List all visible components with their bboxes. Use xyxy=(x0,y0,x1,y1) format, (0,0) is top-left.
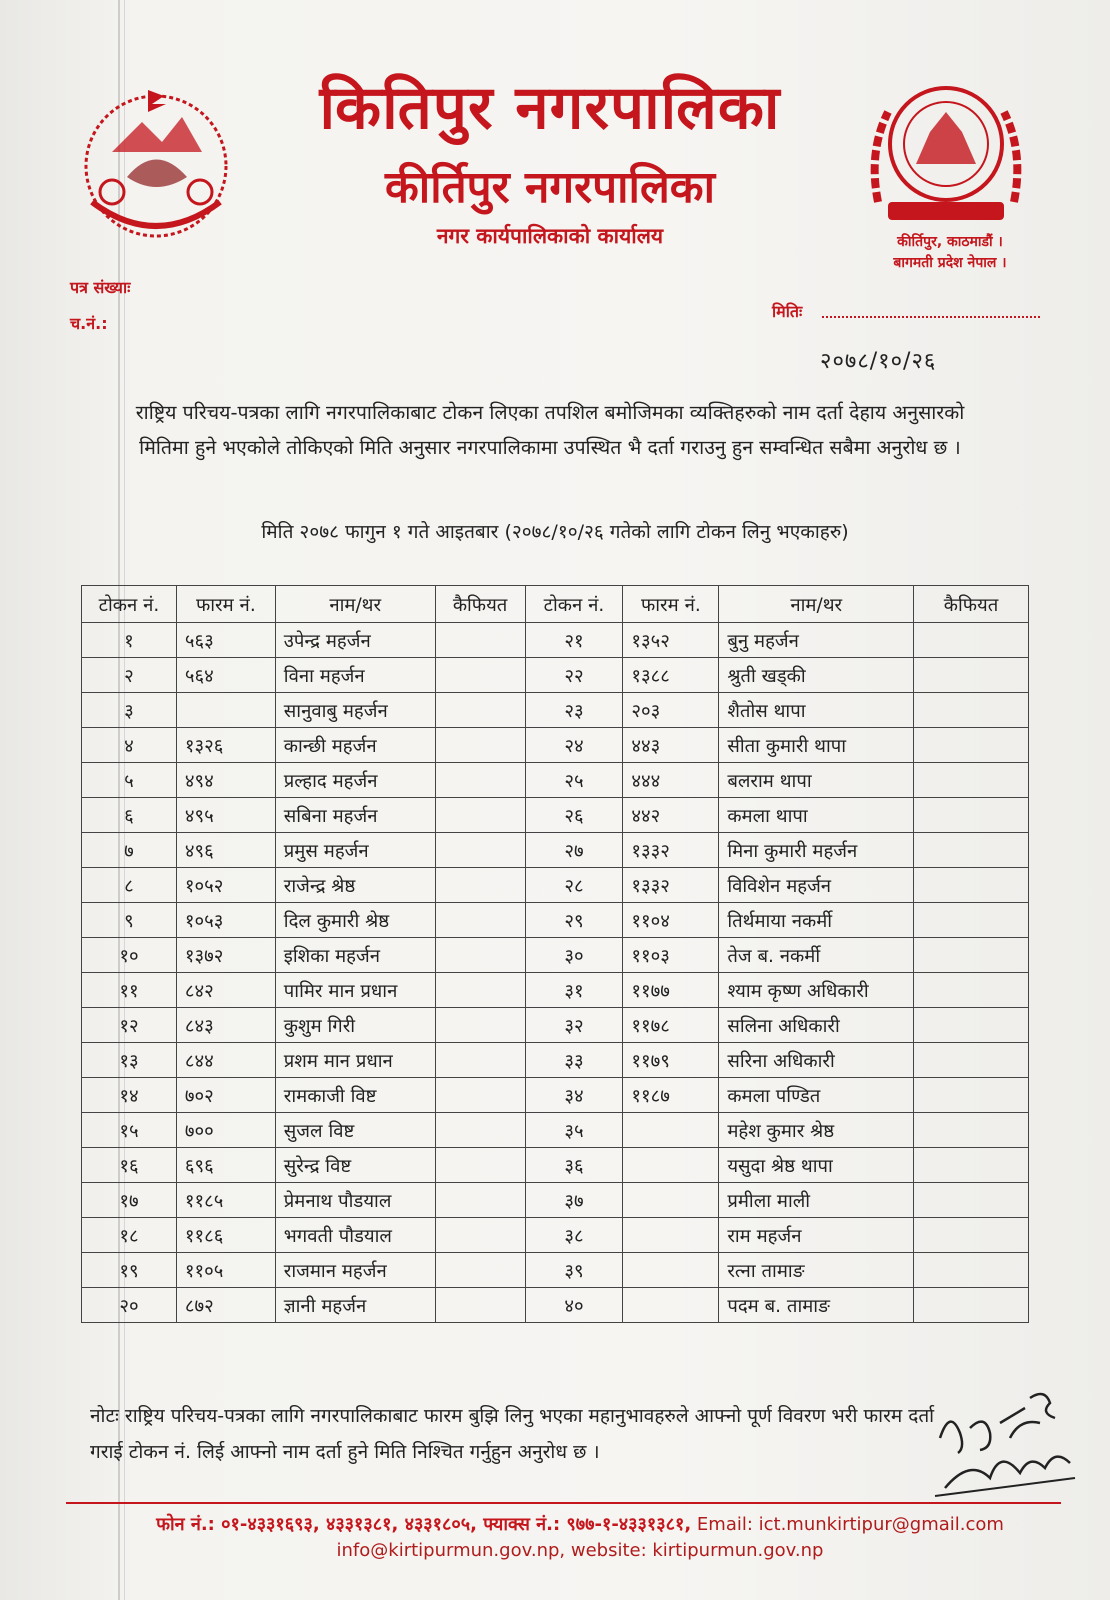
name-cell: कमला थापा xyxy=(719,798,914,833)
token-number-cell: ३७ xyxy=(525,1183,623,1218)
footer-contact-line xyxy=(100,1512,1060,1536)
remarks-cell xyxy=(435,1253,525,1288)
token-number-cell: ५ xyxy=(82,763,177,798)
column-header: कैफियत xyxy=(435,586,525,623)
form-number-cell: १३८८ xyxy=(623,658,719,693)
remarks-cell xyxy=(914,1288,1029,1323)
token-number-cell: १५ xyxy=(82,1113,177,1148)
token-number-cell: २३ xyxy=(525,693,623,728)
name-cell: प्रमुस महर्जन xyxy=(275,833,435,868)
name-cell: राजेन्द्र श्रेष्ठ xyxy=(275,868,435,903)
token-number-cell: ३९ xyxy=(525,1253,623,1288)
remarks-cell xyxy=(914,728,1029,763)
name-cell: पदम ब. तामाङ xyxy=(719,1288,914,1323)
name-cell: विना महर्जन xyxy=(275,658,435,693)
form-number-cell: १३७२ xyxy=(176,938,275,973)
column-header: फारम नं. xyxy=(176,586,275,623)
table-row xyxy=(82,623,1029,658)
form-number-cell: ११०४ xyxy=(623,903,719,938)
remarks-cell xyxy=(914,763,1029,798)
remarks-cell xyxy=(435,833,525,868)
date-label: मितिः xyxy=(772,302,803,321)
table-row xyxy=(82,868,1029,903)
form-number-cell: १३२६ xyxy=(176,728,275,763)
name-cell: राम महर्जन xyxy=(719,1218,914,1253)
token-number-cell: ३० xyxy=(525,938,623,973)
remarks-cell xyxy=(914,1043,1029,1078)
letterhead-address xyxy=(860,232,1040,274)
form-number-cell: ६९६ xyxy=(176,1148,275,1183)
token-number-cell: ६ xyxy=(82,798,177,833)
form-number-cell: ४९६ xyxy=(176,833,275,868)
remarks-cell xyxy=(435,763,525,798)
form-number-cell: १०५३ xyxy=(176,903,275,938)
form-number-cell: ४४२ xyxy=(623,798,719,833)
table-row xyxy=(82,903,1029,938)
remarks-cell xyxy=(914,798,1029,833)
form-number-cell xyxy=(623,1183,719,1218)
token-number-cell: १० xyxy=(82,938,177,973)
form-number-cell: ११०५ xyxy=(176,1253,275,1288)
letterhead-title: कीर्तिपुर नगरपालिका xyxy=(385,162,715,213)
name-cell: सबिना महर्जन xyxy=(275,798,435,833)
token-number-cell: २२ xyxy=(525,658,623,693)
name-cell: रामकाजी विष्ट xyxy=(275,1078,435,1113)
name-cell: श्रुती खड्की xyxy=(719,658,914,693)
schedule-subheading: मिति २०७८ फागुन १ गते आइतबार (२०७८/१०/२६ गतेको लागि टोकन लिनु भएकाहरु) xyxy=(261,521,849,543)
letterhead-subtitle: नगर कार्यपालिकाको कार्यालय xyxy=(436,224,664,248)
form-number-cell: ४९५ xyxy=(176,798,275,833)
form-number-cell xyxy=(623,1113,719,1148)
remarks-cell xyxy=(914,938,1029,973)
name-cell: सलिना अधिकारी xyxy=(719,1008,914,1043)
name-cell: उपेन्द्र महर्जन xyxy=(275,623,435,658)
form-number-cell: ८४३ xyxy=(176,1008,275,1043)
token-number-cell: १९ xyxy=(82,1253,177,1288)
name-cell: सुजल विष्ट xyxy=(275,1113,435,1148)
name-cell: सीता कुमारी थापा xyxy=(719,728,914,763)
name-cell: श्याम कृष्ण अधिकारी xyxy=(719,973,914,1008)
remarks-cell xyxy=(435,1288,525,1323)
token-number-cell: ३३ xyxy=(525,1043,623,1078)
remarks-cell xyxy=(914,658,1029,693)
token-number-cell: २६ xyxy=(525,798,623,833)
remarks-cell xyxy=(435,1148,525,1183)
remarks-cell xyxy=(914,1148,1029,1183)
table-row xyxy=(82,658,1029,693)
column-header: नाम/थर xyxy=(719,586,914,623)
form-number-cell: ११७७ xyxy=(623,973,719,1008)
name-cell: कान्छी महर्जन xyxy=(275,728,435,763)
form-number-cell: ११७९ xyxy=(623,1043,719,1078)
remarks-cell xyxy=(914,1078,1029,1113)
form-number-cell: ११८६ xyxy=(176,1218,275,1253)
table-row xyxy=(82,1253,1029,1288)
footer-web-line[interactable]: info@kirtipurmun.gov.np, website: kirtipurmun.gov.np xyxy=(336,1540,824,1561)
token-number-cell: ८ xyxy=(82,868,177,903)
form-number-cell xyxy=(623,1288,719,1323)
token-number-cell: ३ xyxy=(82,693,177,728)
address-line: कीर्तिपुर, काठमाडौं । xyxy=(897,234,1003,250)
token-number-cell: १ xyxy=(82,623,177,658)
form-number-cell: ८४४ xyxy=(176,1043,275,1078)
form-number-cell: ११८५ xyxy=(176,1183,275,1218)
token-number-cell: २४ xyxy=(525,728,623,763)
table-row xyxy=(82,1078,1029,1113)
table-header-row xyxy=(82,586,1029,623)
table-row xyxy=(82,973,1029,1008)
table-row xyxy=(82,938,1029,973)
nepal-emblem-icon xyxy=(72,82,240,250)
form-number-cell xyxy=(623,1253,719,1288)
token-number-cell: १२ xyxy=(82,1008,177,1043)
name-cell: राजमान महर्जन xyxy=(275,1253,435,1288)
form-number-cell xyxy=(176,693,275,728)
name-cell: तिर्थमाया नकर्मी xyxy=(719,903,914,938)
remarks-cell xyxy=(914,693,1029,728)
footer-email[interactable]: Email: ict.munkirtipur@gmail.com xyxy=(696,1514,1004,1535)
name-cell: बुनु महर्जन xyxy=(719,623,914,658)
remarks-cell xyxy=(435,623,525,658)
remarks-cell xyxy=(914,1218,1029,1253)
form-number-cell: ७०२ xyxy=(176,1078,275,1113)
name-cell: प्रल्हाद महर्जन xyxy=(275,763,435,798)
body-paragraph: राष्ट्रिय परिचय-पत्रका लागि नगरपालिकाबाट टोकन लिएका तपशिल बमोजिमका व्यक्तिहरुको नाम दर्ता देहाय अनुसारको मितिमा हुने भएकोले तोकिएको मिति अनुसार नगरपालिकामा उपस्थित भै दर्ता गराउनु हुन सम्वन्धित सबैमा अनुरोध छ । xyxy=(135,401,965,459)
token-number-cell: ९ xyxy=(82,903,177,938)
name-cell: सानुवाबु महर्जन xyxy=(275,693,435,728)
form-number-cell: २०३ xyxy=(623,693,719,728)
remarks-cell xyxy=(435,658,525,693)
footer-rule xyxy=(66,1502,1061,1504)
token-number-cell: २० xyxy=(82,1288,177,1323)
column-header: टोकन नं. xyxy=(525,586,623,623)
table-row xyxy=(82,833,1029,868)
token-number-cell: १३ xyxy=(82,1043,177,1078)
name-cell: ज्ञानी महर्जन xyxy=(275,1288,435,1323)
table-row xyxy=(82,1288,1029,1323)
table-row xyxy=(82,1008,1029,1043)
column-header: फारम नं. xyxy=(623,586,719,623)
remarks-cell xyxy=(914,1253,1029,1288)
name-cell: पामिर मान प्रधान xyxy=(275,973,435,1008)
token-number-cell: ४ xyxy=(82,728,177,763)
name-cell: मिना कुमारी महर्जन xyxy=(719,833,914,868)
remarks-cell xyxy=(914,833,1029,868)
table-row xyxy=(82,763,1029,798)
form-number-cell: ४९४ xyxy=(176,763,275,798)
note-paragraph: नोटः राष्ट्रिय परिचय-पत्रका लागि नगरपालिकाबाट फारम बुझि लिनु भएका महानुभावहरुले आफ्नो पूर्ण विवरण भरी फारम दर्ता गराई टोकन नं. लिई आफ्नो नाम दर्ता हुने मिति निश्चित गर्नुहुन अनुरोध छ । xyxy=(90,1405,935,1463)
token-number-cell: ३४ xyxy=(525,1078,623,1113)
column-header: टोकन नं. xyxy=(82,586,177,623)
token-table-body xyxy=(82,623,1029,1323)
token-number-cell: ३२ xyxy=(525,1008,623,1043)
handwritten-signature xyxy=(930,1378,1080,1498)
form-number-cell: १३५२ xyxy=(623,623,719,658)
token-number-cell: १६ xyxy=(82,1148,177,1183)
token-number-cell: ११ xyxy=(82,973,177,1008)
name-cell: विविशेन महर्जन xyxy=(719,868,914,903)
remarks-cell xyxy=(435,1218,525,1253)
form-number-cell: १३३२ xyxy=(623,833,719,868)
form-number-cell: ११७८ xyxy=(623,1008,719,1043)
name-cell: यसुदा श्रेष्ठ थापा xyxy=(719,1148,914,1183)
token-number-cell: ३६ xyxy=(525,1148,623,1183)
token-number-cell: ७ xyxy=(82,833,177,868)
remarks-cell xyxy=(914,1183,1029,1218)
remarks-cell xyxy=(435,1183,525,1218)
token-table xyxy=(81,585,1029,1323)
column-header: नाम/थर xyxy=(275,586,435,623)
remarks-cell xyxy=(435,1008,525,1043)
table-row xyxy=(82,1148,1029,1183)
name-cell: भगवती पौडयाल xyxy=(275,1218,435,1253)
table-row xyxy=(82,1043,1029,1078)
form-number-cell: ८४२ xyxy=(176,973,275,1008)
token-number-cell: १७ xyxy=(82,1183,177,1218)
table-row xyxy=(82,1183,1029,1218)
form-number-cell xyxy=(623,1148,719,1183)
token-number-cell: १८ xyxy=(82,1218,177,1253)
letterhead-stylized-title: कितिपुर नगरपालिका xyxy=(319,73,781,143)
name-cell: प्रशम मान प्रधान xyxy=(275,1043,435,1078)
token-number-cell: २५ xyxy=(525,763,623,798)
remarks-cell xyxy=(914,1008,1029,1043)
letter-date: २०७८/१०/२६ xyxy=(820,349,937,374)
footer-phone-fax: फोन नं.: ०१-४३३१६९३, ४३३१३८१, ४३३१८०५, फ्याक्स नं.: ९७७-१-४३३१३८१, xyxy=(156,1514,692,1535)
form-number-cell: ४४३ xyxy=(623,728,719,763)
remarks-cell xyxy=(435,1113,525,1148)
remarks-cell xyxy=(914,903,1029,938)
token-number-cell: २१ xyxy=(525,623,623,658)
remarks-cell xyxy=(435,728,525,763)
remarks-cell xyxy=(435,903,525,938)
name-cell: बलराम थापा xyxy=(719,763,914,798)
token-number-cell: १४ xyxy=(82,1078,177,1113)
remarks-cell xyxy=(435,1078,525,1113)
name-cell: इशिका महर्जन xyxy=(275,938,435,973)
form-number-cell: १०५२ xyxy=(176,868,275,903)
token-number-cell: २७ xyxy=(525,833,623,868)
name-cell: प्रमीला माली xyxy=(719,1183,914,1218)
name-cell: कमला पण्डित xyxy=(719,1078,914,1113)
date-dotted-line xyxy=(822,316,1040,318)
remarks-cell xyxy=(435,798,525,833)
token-number-cell: ३८ xyxy=(525,1218,623,1253)
remarks-cell xyxy=(435,938,525,973)
name-cell: सरिना अधिकारी xyxy=(719,1043,914,1078)
table-row xyxy=(82,728,1029,763)
token-number-cell: ४० xyxy=(525,1288,623,1323)
column-header: कैफियत xyxy=(914,586,1029,623)
form-number-cell: ८७२ xyxy=(176,1288,275,1323)
address-line: बागमती प्रदेश नेपाल । xyxy=(893,255,1007,271)
letter-number-label: पत्र संख्याः xyxy=(70,278,131,297)
municipality-seal-icon xyxy=(858,72,1034,248)
remarks-cell xyxy=(914,868,1029,903)
remarks-cell xyxy=(914,1113,1029,1148)
dispatch-number-label: च.नं.: xyxy=(70,314,108,333)
form-number-cell: ४४४ xyxy=(623,763,719,798)
table-row xyxy=(82,693,1029,728)
name-cell: कुशुम गिरी xyxy=(275,1008,435,1043)
form-number-cell: ११८७ xyxy=(623,1078,719,1113)
remarks-cell xyxy=(435,693,525,728)
table-row xyxy=(82,1113,1029,1148)
remarks-cell xyxy=(914,973,1029,1008)
name-cell: रत्ना तामाङ xyxy=(719,1253,914,1288)
remarks-cell xyxy=(435,973,525,1008)
form-number-cell: ७०० xyxy=(176,1113,275,1148)
name-cell: तेज ब. नकर्मी xyxy=(719,938,914,973)
token-number-cell: २९ xyxy=(525,903,623,938)
name-cell: सुरेन्द्र विष्ट xyxy=(275,1148,435,1183)
token-number-cell: ३५ xyxy=(525,1113,623,1148)
table-row xyxy=(82,798,1029,833)
form-number-cell xyxy=(623,1218,719,1253)
token-number-cell: २८ xyxy=(525,868,623,903)
form-number-cell: ५६३ xyxy=(176,623,275,658)
name-cell: महेश कुमार श्रेष्ठ xyxy=(719,1113,914,1148)
remarks-cell xyxy=(435,868,525,903)
form-number-cell: ५६४ xyxy=(176,658,275,693)
form-number-cell: ११०३ xyxy=(623,938,719,973)
token-number-cell: ३१ xyxy=(525,973,623,1008)
name-cell: दिल कुमारी श्रेष्ठ xyxy=(275,903,435,938)
remarks-cell xyxy=(914,623,1029,658)
name-cell: शैतोस थापा xyxy=(719,693,914,728)
form-number-cell: १३३२ xyxy=(623,868,719,903)
name-cell: प्रेमनाथ पौडयाल xyxy=(275,1183,435,1218)
table-row xyxy=(82,1218,1029,1253)
remarks-cell xyxy=(435,1043,525,1078)
token-number-cell: २ xyxy=(82,658,177,693)
